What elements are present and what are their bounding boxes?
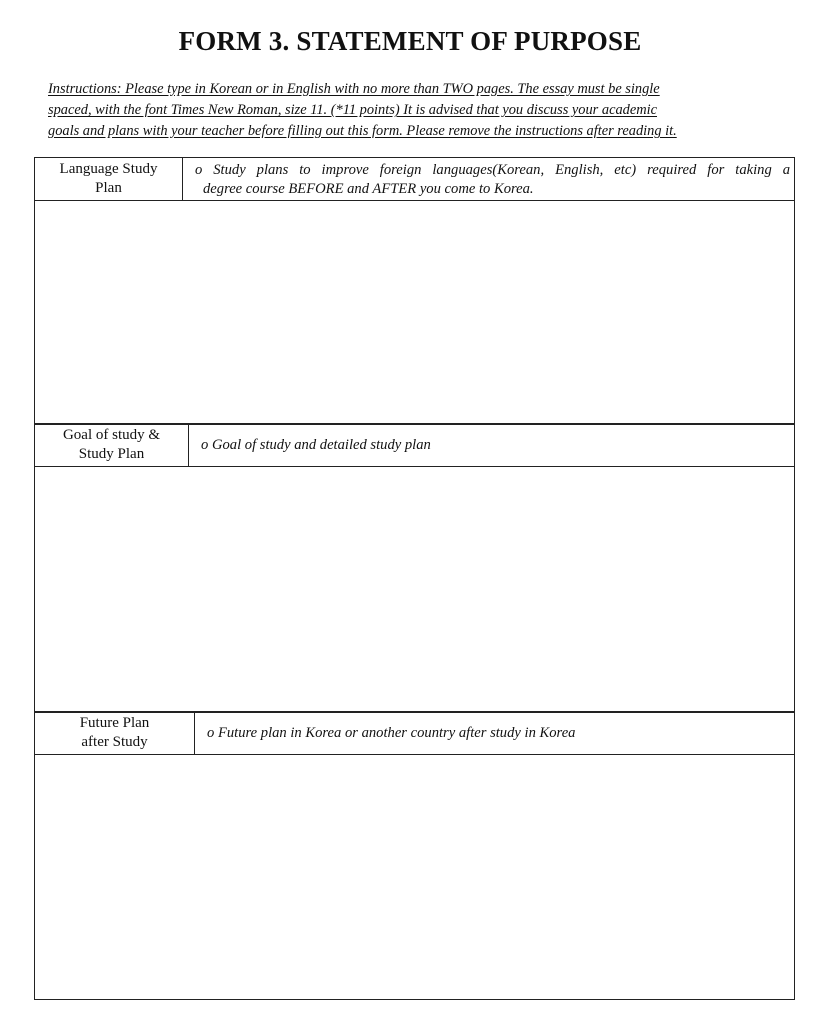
section-label-line-2: Plan xyxy=(95,180,122,196)
section-language-study-plan xyxy=(34,157,795,425)
form-title: FORM 3. STATEMENT OF PURPOSE xyxy=(178,26,642,56)
instructions-line-3: goals and plans with your teacher before filling out this form. Please remove the instructions after reading it. xyxy=(48,123,677,139)
language-study-plan-answer[interactable] xyxy=(35,201,794,424)
section-goal-of-study xyxy=(34,423,795,713)
section-future-plan xyxy=(34,711,795,1000)
instructions xyxy=(48,79,783,142)
section-prompt xyxy=(183,158,794,201)
section-prompt-line-2: degree course BEFORE and AFTER you come to Korea. xyxy=(203,181,534,197)
instructions-line-1: Instructions: Please type in Korean or in English with no more than TWO pages. The essay must be single xyxy=(48,81,660,97)
section-label-line-2: Study Plan xyxy=(78,446,145,462)
section-label xyxy=(35,712,195,755)
goal-of-study-answer[interactable] xyxy=(35,467,794,712)
section-label xyxy=(35,158,183,201)
section-prompt xyxy=(195,712,794,755)
section-prompt-text: o Future plan in Korea or another country after study in Korea xyxy=(207,724,576,741)
section-prompt-text: o Goal of study and detailed study plan xyxy=(201,436,431,453)
section-label-line-1: Language Study xyxy=(59,161,158,177)
section-prompt-line-1: o Study plans to improve foreign languages(Korean, English, etc) required for taking a xyxy=(195,162,790,178)
section-label xyxy=(35,424,189,467)
instructions-line-2: spaced, with the font Times New Roman, size 11. (*11 points) It is advised that you discuss your academic xyxy=(48,102,658,118)
section-label-line-1: Future Plan xyxy=(79,715,150,731)
future-plan-answer[interactable] xyxy=(35,755,794,999)
section-label-line-1: Goal of study & xyxy=(62,427,161,443)
section-label-line-2: after Study xyxy=(81,734,148,750)
section-prompt xyxy=(189,424,794,467)
